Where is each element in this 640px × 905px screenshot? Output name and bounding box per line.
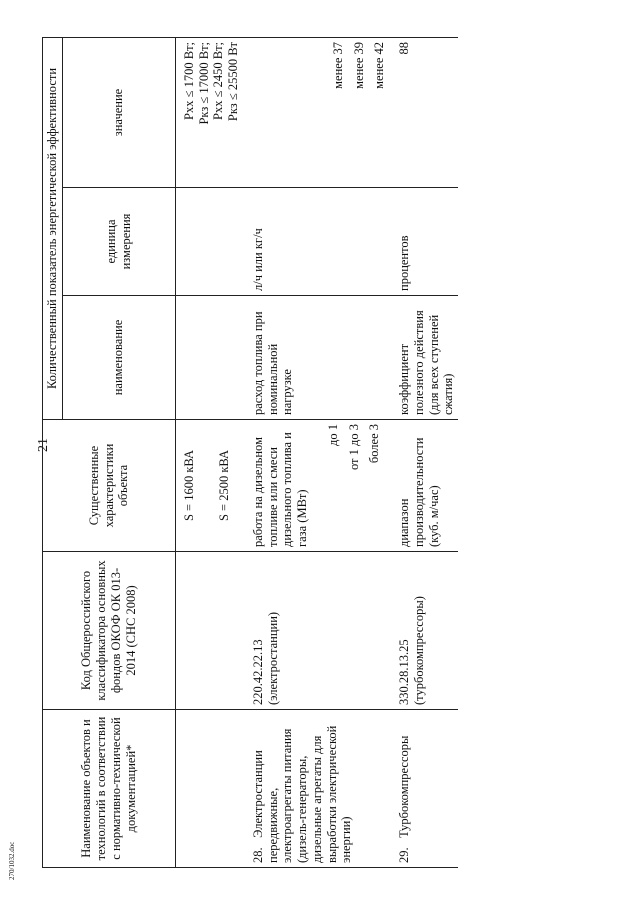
- row-number: 28.: [250, 847, 265, 863]
- indicator-unit: процентов: [389, 188, 458, 296]
- table-row: [243, 37, 389, 867]
- indicator-unit: л/ч или кг/ч: [243, 188, 389, 296]
- okof-code: 330.28.13.25 (турбокомпрессоры): [389, 552, 458, 710]
- header-indicator-group: Количественный показатель энергетической эффективности: [43, 37, 63, 419]
- characteristic: диапазон производительности (куб. м/час): [389, 420, 458, 552]
- value-line: Pxx ≤ 1700 Вт;: [181, 41, 196, 120]
- indicator-value: менее 42: [372, 41, 387, 89]
- header-name: Наименование объектов и технологий в соответствии с нормативно-технической документацией*: [43, 710, 176, 868]
- header-okof-code: Код Общероссийского классификатора основных фондов ОКОФ ОК 013-2014 (СНС 2008): [43, 552, 176, 710]
- indicator-name: расход топлива при номинальной нагрузке: [243, 296, 389, 420]
- document-id: 270/1032.doc: [8, 841, 16, 880]
- table-row: [175, 37, 243, 867]
- header-indicator-name: наименование: [62, 296, 175, 420]
- energy-efficiency-table: [42, 37, 458, 868]
- page-number: 21: [36, 438, 51, 452]
- header-value: значение: [62, 37, 175, 187]
- okof-code: 220.42.22.13 (электростанции): [243, 552, 389, 710]
- header-row-1: [43, 37, 63, 867]
- object-name: Турбокомпрессоры: [397, 735, 411, 838]
- indicator-value: менее 37: [330, 41, 345, 89]
- value-line: Pкз ≤ 17000 Вт;: [196, 41, 211, 125]
- indicator-name: коэффициент полезного действия (для всех ступеней сжатия): [389, 296, 458, 420]
- value-line: Pxx ≤ 2450 Вт;: [211, 41, 226, 120]
- row-number: 29.: [397, 847, 411, 863]
- characteristic: работа на дизельном топливе или смеси дизельного топлива и газа (МВт): [250, 432, 309, 547]
- indicator-value: 88: [389, 37, 458, 187]
- header-unit: единица измерения: [62, 188, 175, 296]
- characteristic-range: до 1: [325, 424, 340, 446]
- indicator-value: менее 39: [351, 41, 366, 89]
- rotated-table-sheet: [42, 18, 622, 868]
- table-row: [389, 37, 458, 867]
- characteristic-range: от 1 до 3: [346, 424, 361, 471]
- characteristic-line: S = 2500 кВА: [216, 449, 231, 522]
- characteristic-range: более 3: [367, 424, 382, 464]
- header-characteristics: Существенные характеристики объекта: [43, 420, 176, 552]
- object-name: Электростанции передвижные, электроагрегаты питания (дизель-генераторы, дизельные агрегаты для выработки электрической энергии): [250, 725, 354, 863]
- characteristic-line: S = 1600 кВА: [181, 449, 196, 522]
- value-line: Pкз ≤ 25500 Вт: [226, 41, 240, 122]
